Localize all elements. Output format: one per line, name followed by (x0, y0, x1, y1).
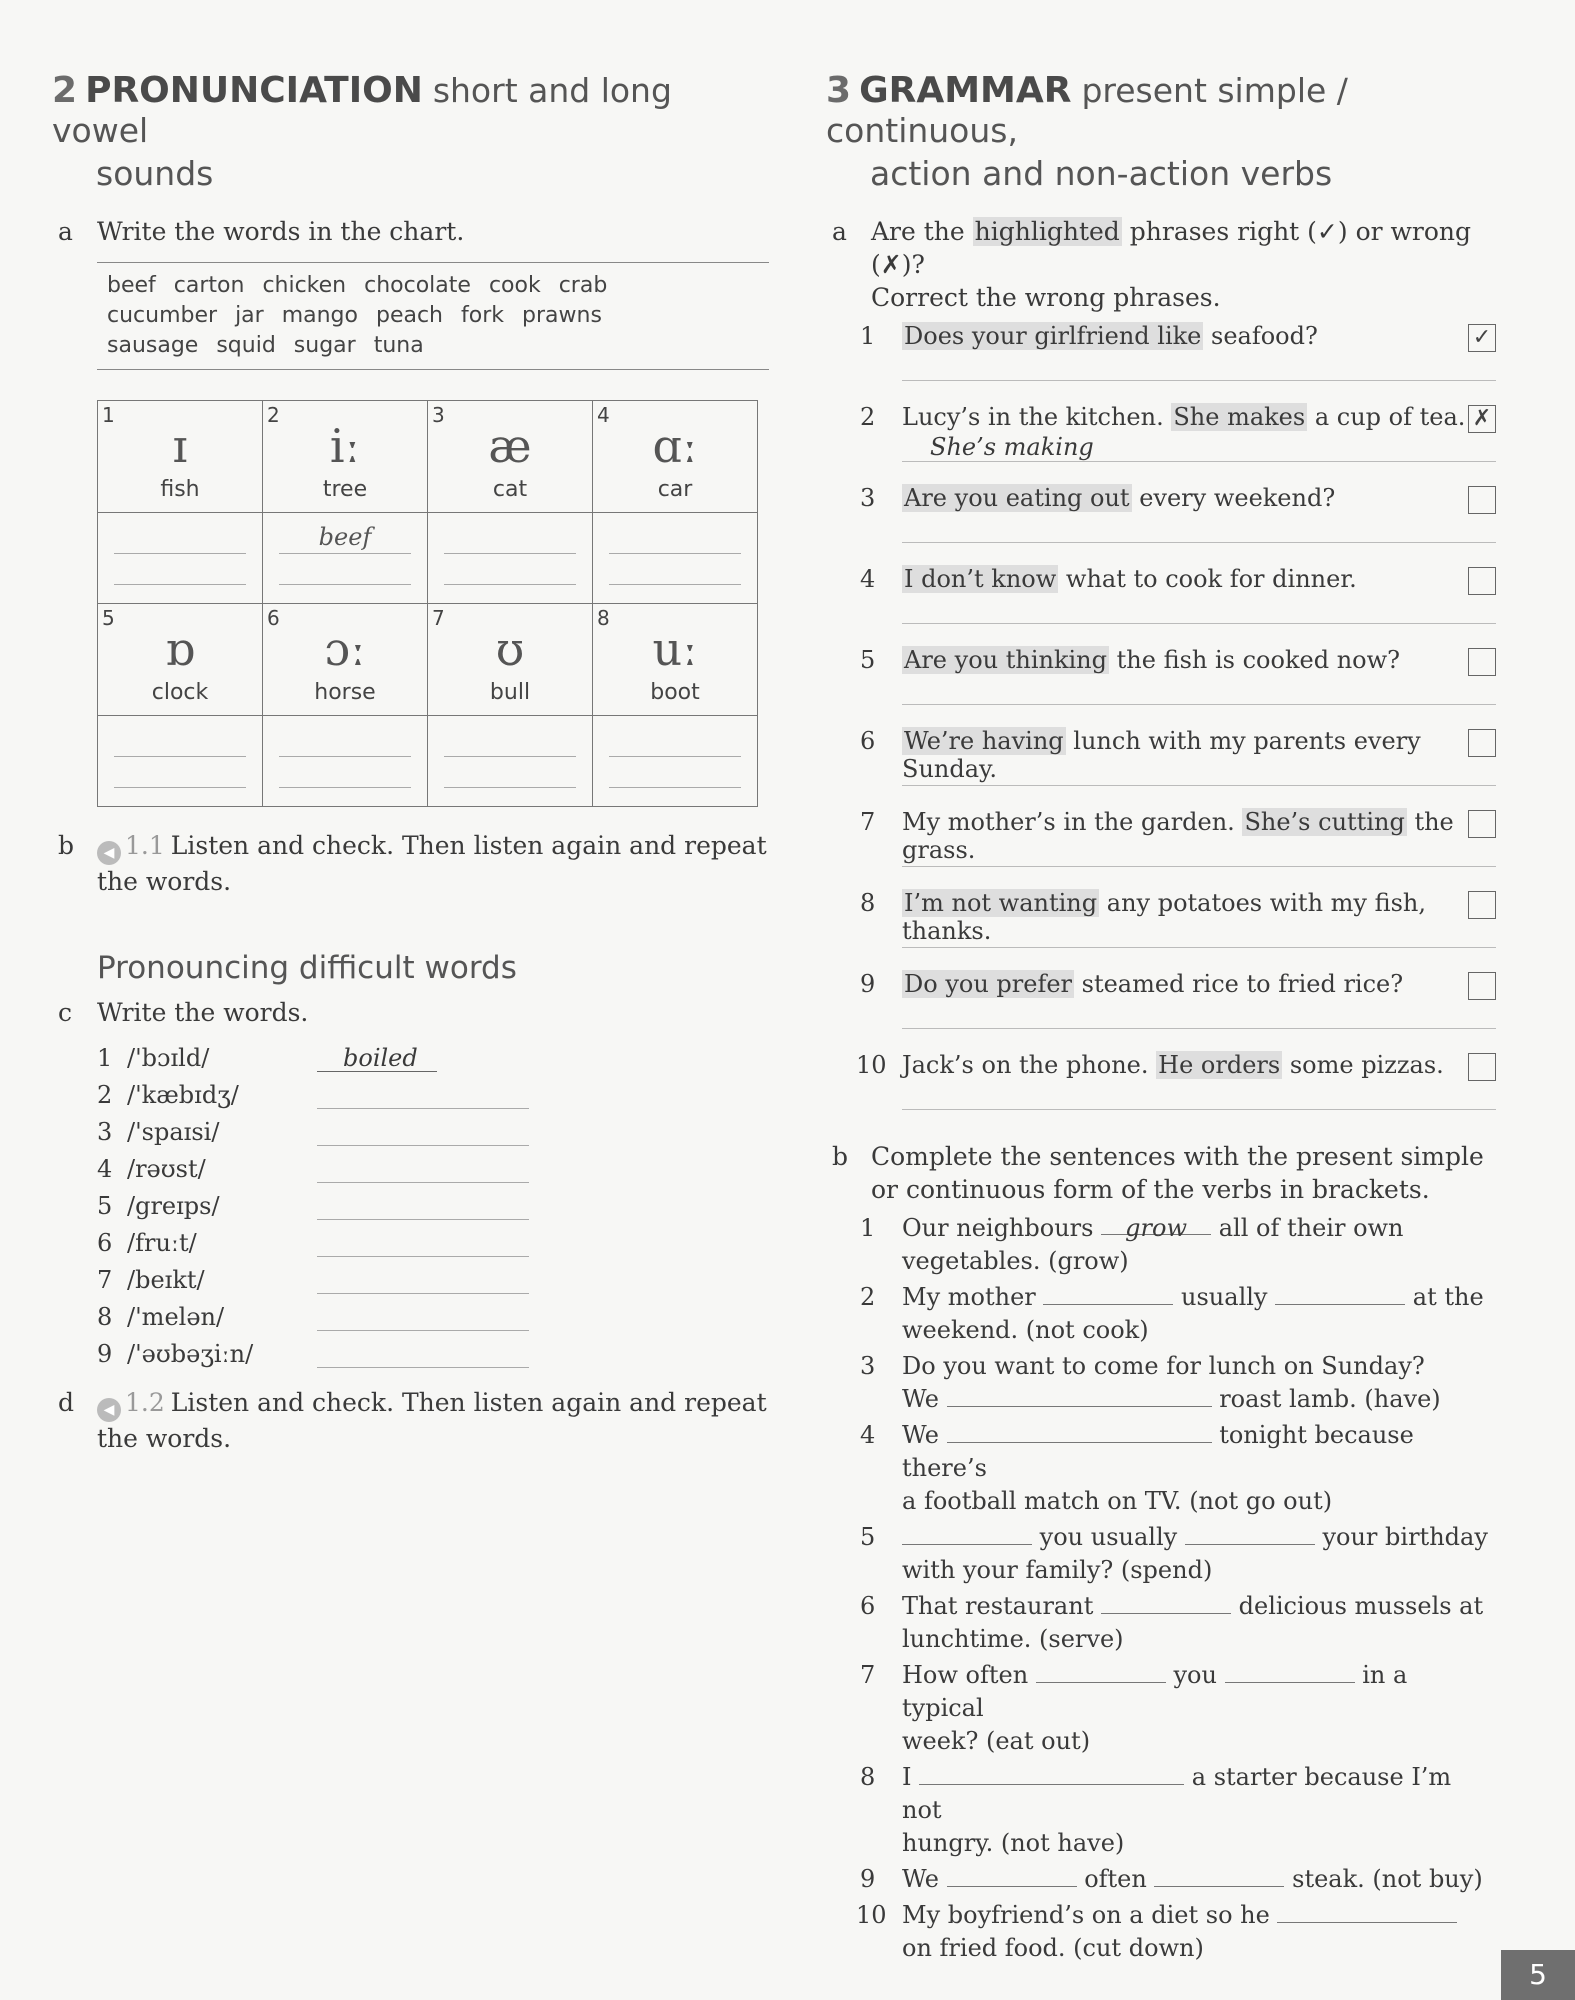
exercise-letter: a (58, 217, 73, 246)
sentence-text: tonight because there’s (902, 1421, 1414, 1482)
correction-line[interactable] (902, 866, 1496, 867)
question-item (826, 484, 1496, 565)
section-2-heading (52, 70, 772, 193)
word: beef (107, 273, 156, 298)
ipa-item (97, 1220, 772, 1257)
question-item (826, 889, 1496, 970)
answer-blank[interactable] (317, 1266, 529, 1294)
sentence-text: My boyfriend’s on a diet so he (902, 1901, 1270, 1929)
cell-number: 6 (267, 606, 280, 630)
sentence-text: I (902, 1763, 912, 1791)
sentence-text: in a typical (902, 1661, 1408, 1722)
ipa-transcription: /'melən/ (127, 1303, 225, 1331)
sentence-text: We (902, 1865, 939, 1893)
answer-blank[interactable] (1101, 1591, 1231, 1614)
word: chocolate (364, 273, 471, 298)
answer-line[interactable] (609, 726, 741, 757)
item-number: 5 (860, 646, 876, 674)
sentence-text: you usually (1039, 1523, 1178, 1551)
sentence-completion-list (826, 1212, 1496, 1965)
answer-line[interactable] (114, 523, 246, 554)
answer-blank[interactable] (947, 1420, 1212, 1443)
instruction-part: or continuous form of the verbs in brackets. (871, 1175, 1430, 1204)
sentence-text: steak. (not buy) (1292, 1865, 1483, 1893)
item-number: 1 (860, 322, 876, 350)
page-number: 5 (1501, 1950, 1575, 2000)
check-box[interactable]: ✗ (1468, 405, 1496, 433)
answer-blank[interactable] (1277, 1900, 1457, 1923)
word: prawns (522, 303, 602, 328)
word: chicken (262, 273, 347, 298)
word: crab (558, 273, 608, 298)
highlighted-phrase: I’m not wanting (904, 889, 1098, 917)
right-wrong-list (826, 322, 1496, 1132)
answer-blank[interactable] (1275, 1282, 1405, 1305)
answer-line[interactable] (444, 523, 576, 554)
item-number: 6 (860, 727, 876, 755)
highlighted-phrase: Are you thinking (904, 646, 1108, 674)
word: mango (281, 303, 358, 328)
item-number: 8 (97, 1303, 113, 1331)
answer-cell (98, 513, 263, 604)
sentence-text: lunchtime. (serve) (902, 1625, 1124, 1653)
check-box[interactable] (1468, 810, 1496, 838)
phoneme-symbol: uː (652, 622, 698, 676)
item-number: 7 (860, 1661, 876, 1689)
sentence-item (826, 1761, 1496, 1860)
answer-line[interactable] (609, 757, 741, 788)
ipa-item (97, 1183, 772, 1220)
sentence-text: weekend. (not cook) (902, 1316, 1149, 1344)
answer-blank[interactable]: grow (1101, 1212, 1211, 1235)
answer-cell (263, 716, 428, 807)
answer-line[interactable] (114, 726, 246, 757)
answer-blank[interactable] (919, 1762, 1184, 1785)
sentence-text: at the (1412, 1283, 1484, 1311)
question-item (826, 565, 1496, 646)
sound-word: horse (314, 680, 376, 705)
chart-cell-bull (428, 604, 593, 716)
instruction-part: Are the (871, 217, 965, 246)
correction-line[interactable] (902, 461, 1496, 462)
item-number: 3 (97, 1118, 113, 1146)
section-title: PRONUNCIATION (85, 70, 423, 111)
question-text: what to cook for dinner. (1058, 565, 1357, 593)
word: squid (216, 333, 276, 358)
ipa-transcription: /rəʊst/ (127, 1155, 206, 1183)
exercise-letter: b (832, 1142, 849, 1171)
sound-word: bull (489, 680, 531, 705)
item-number: 1 (860, 1214, 876, 1242)
word: peach (375, 303, 444, 328)
answer-cell (593, 513, 758, 604)
item-number: 4 (860, 565, 876, 593)
item-number: 3 (860, 484, 876, 512)
ipa-transcription: /'kæbɪdʒ/ (127, 1081, 239, 1109)
item-number: 4 (860, 1421, 876, 1449)
exercise-instruction: Listen and check. Then listen again and repeat (170, 831, 767, 860)
highlighted-phrase: Do you prefer (904, 970, 1073, 998)
sound-word: tree (322, 477, 368, 502)
word: sausage (107, 333, 199, 358)
sentence-text: delicious mussels at (1238, 1592, 1484, 1620)
answer-blank[interactable] (317, 1155, 529, 1183)
ipa-transcription: /'bɔɪld/ (127, 1044, 210, 1072)
audio-icon[interactable]: ◀ (97, 841, 121, 865)
item-number: 10 (856, 1901, 887, 1929)
phoneme-symbol: ɔː (324, 622, 366, 676)
chart-symbol-row (98, 604, 758, 716)
word-box (97, 262, 769, 370)
question-text: some pizzas. (1282, 1051, 1444, 1079)
correction-line[interactable] (902, 785, 1496, 786)
highlighted-phrase: He orders (1158, 1051, 1281, 1079)
exercise-instruction-cont: the words. (97, 1424, 232, 1453)
item-number: 6 (860, 1592, 876, 1620)
chart-cell-tree (263, 401, 428, 513)
ipa-item (97, 1146, 772, 1183)
sentence-text: That restaurant (902, 1592, 1094, 1620)
correction-line[interactable] (902, 1028, 1496, 1029)
answer-blank[interactable] (317, 1303, 529, 1331)
answer-blank[interactable] (1185, 1522, 1315, 1545)
sentence-item (826, 1212, 1496, 1278)
correction-line[interactable] (902, 704, 1496, 705)
answer-cell (98, 716, 263, 807)
chart-cell-boot (593, 604, 758, 716)
word: cucumber (107, 303, 218, 328)
sentence-item (826, 1863, 1496, 1896)
sentence-text: We (902, 1421, 939, 1449)
sentence-text: vegetables. (grow) (902, 1247, 1129, 1275)
chart-answer-row (98, 716, 758, 807)
question-text: steamed rice to fried rice? (1074, 970, 1404, 998)
correction-line[interactable] (902, 623, 1496, 624)
highlighted-phrase: She makes (1173, 403, 1306, 431)
question-item (826, 808, 1496, 889)
check-box[interactable] (1468, 567, 1496, 595)
exercise-2c (52, 996, 772, 1029)
answer-cell (428, 716, 593, 807)
sound-word: clock (151, 680, 209, 705)
answer-line[interactable] (609, 523, 741, 554)
sound-word: cat (492, 477, 528, 502)
cell-number: 8 (597, 606, 610, 630)
sentence-text: usually (1181, 1283, 1268, 1311)
correction-line[interactable] (902, 947, 1496, 948)
chart-symbol-row (98, 401, 758, 513)
sentence-text: all of their own (1218, 1214, 1404, 1242)
pronunciation-section (52, 70, 772, 1455)
sentence-text: a starter because I’m not (902, 1763, 1452, 1824)
question-item (826, 970, 1496, 1051)
check-box[interactable]: ✓ (1468, 324, 1496, 352)
exercise-2d (52, 1386, 772, 1455)
sound-word: boot (650, 680, 700, 705)
section-title: GRAMMAR (859, 70, 1072, 111)
correction-line[interactable] (902, 380, 1496, 381)
instruction-part: Correct the wrong phrases. (871, 283, 1221, 312)
cell-number: 4 (597, 403, 610, 427)
section-number: 2 (52, 70, 78, 111)
check-box[interactable] (1468, 486, 1496, 514)
sentence-text: with your family? (spend) (902, 1556, 1213, 1584)
sentence-text: My mother (902, 1283, 1036, 1311)
check-box[interactable] (1468, 1053, 1496, 1081)
highlighted-phrase: She’s cutting (1244, 808, 1405, 836)
answer-blank[interactable] (1225, 1660, 1355, 1683)
difficult-words-heading: Pronouncing difficult words (97, 950, 517, 986)
section-subtitle: present simple / continuous, (826, 71, 1348, 150)
word: sugar (293, 333, 356, 358)
section-number: 3 (826, 70, 852, 111)
item-number: 2 (860, 1283, 876, 1311)
exercise-3b (826, 1140, 1496, 1206)
exercise-letter: a (832, 217, 847, 246)
answer-line[interactable] (444, 726, 576, 757)
item-number: 9 (860, 1865, 876, 1893)
sentence-text: Do you want to come for lunch on Sunday? (902, 1352, 1425, 1380)
question-item (826, 322, 1496, 403)
sentence-item (826, 1419, 1496, 1518)
ipa-item (97, 1072, 772, 1109)
sound-word: car (657, 477, 693, 502)
item-number: 5 (860, 1523, 876, 1551)
exercise-instruction: Listen and check. Then listen again and repeat (170, 1388, 767, 1417)
question-text: a cup of tea. (1307, 403, 1466, 431)
answer-blank[interactable] (1036, 1660, 1166, 1683)
sentence-text: Our neighbours (902, 1214, 1094, 1242)
answer-line[interactable] (279, 726, 411, 757)
exercise-letter: d (58, 1388, 75, 1417)
question-text: the fish is cooked now? (1109, 646, 1401, 674)
item-number: 3 (860, 1352, 876, 1380)
sound-word: fish (160, 477, 200, 502)
item-number: 8 (860, 889, 876, 917)
sentence-item (826, 1521, 1496, 1587)
answer-line[interactable] (114, 554, 246, 585)
answer-line[interactable] (609, 554, 741, 585)
sentence-item (826, 1659, 1496, 1758)
vowel-sound-chart (97, 400, 758, 807)
question-text: the grass. (902, 808, 1454, 864)
question-text: Lucy’s in the kitchen. (902, 403, 1172, 431)
phoneme-symbol: ʊ (495, 622, 525, 676)
answer-cell (263, 513, 428, 604)
sentence-text: often (1084, 1865, 1147, 1893)
audio-icon[interactable]: ◀ (97, 1398, 121, 1422)
sentence-item (826, 1899, 1496, 1965)
chart-cell-horse (263, 604, 428, 716)
answer-blank[interactable] (317, 1340, 529, 1368)
cell-number: 1 (102, 403, 115, 427)
ipa-transcription: /'spaɪsi/ (127, 1118, 220, 1146)
highlighted-phrase: I don’t know (904, 565, 1057, 593)
exercise-letter: c (58, 998, 73, 1027)
ipa-item (97, 1035, 772, 1072)
question-text: My mother’s in the garden. (902, 808, 1243, 836)
exercise-instruction: Write the words. (97, 998, 309, 1027)
check-box[interactable] (1468, 729, 1496, 757)
chart-cell-cat (428, 401, 593, 513)
sentence-item (826, 1590, 1496, 1656)
sentence-text: week? (eat out) (902, 1727, 1091, 1755)
section-subtitle-cont: action and non-action verbs (870, 154, 1333, 193)
answer-line[interactable]: beef (279, 523, 411, 554)
section-subtitle-cont: sounds (96, 154, 214, 193)
chart-cell-car (593, 401, 758, 513)
answer-blank[interactable] (317, 1192, 529, 1220)
phoneme-symbol: ɪ (172, 419, 188, 473)
item-number: 2 (97, 1081, 113, 1109)
question-text: every weekend? (1131, 484, 1336, 512)
answer-blank[interactable] (1154, 1864, 1284, 1887)
exercise-3a (826, 215, 1496, 314)
item-number: 5 (97, 1192, 113, 1220)
question-text: any potatoes with my fish, thanks. (902, 889, 1427, 945)
answer-line[interactable] (114, 757, 246, 788)
cell-number: 7 (432, 606, 445, 630)
answer-line[interactable] (444, 554, 576, 585)
phoneme-symbol: ɑː (652, 419, 698, 473)
answer-cell (428, 513, 593, 604)
ipa-transcription: /fruːt/ (127, 1229, 197, 1257)
exercise-2b (52, 829, 772, 898)
answer-blank[interactable]: boiled (317, 1044, 437, 1072)
section-subtitle: short and long vowel (52, 71, 672, 150)
ipa-transcription: /greɪps/ (127, 1192, 220, 1220)
item-number: 6 (97, 1229, 113, 1257)
highlighted-phrase: Are you eating out (904, 484, 1130, 512)
answer-line[interactable] (444, 757, 576, 788)
exercise-instruction-cont: the words. (97, 867, 232, 896)
answer-line[interactable] (279, 757, 411, 788)
audio-track: 1.2 (125, 1388, 165, 1417)
grammar-section (826, 70, 1496, 1968)
answer-blank[interactable] (317, 1118, 529, 1146)
phoneme-symbol: æ (488, 419, 532, 473)
word: cook (488, 273, 541, 298)
check-box[interactable] (1468, 891, 1496, 919)
instruction-part: phrases right (✓) or wrong (✗)? (871, 217, 1472, 279)
question-text: Jack’s on the phone. (902, 1051, 1157, 1079)
sentence-text: roast lamb. (have) (1219, 1385, 1441, 1413)
chart-cell-clock (98, 604, 263, 716)
answer-blank[interactable] (947, 1384, 1212, 1407)
answer-cell (593, 716, 758, 807)
word: carton (173, 273, 245, 298)
item-number: 7 (860, 808, 876, 836)
answer-blank[interactable] (317, 1081, 529, 1109)
correction-answer: She’s making (930, 433, 1094, 461)
sentence-text: hungry. (not have) (902, 1829, 1125, 1857)
ipa-transcription: /beɪkt/ (127, 1266, 205, 1294)
cell-number: 5 (102, 606, 115, 630)
sentence-item (826, 1350, 1496, 1416)
sentence-text: on fried food. (cut down) (902, 1934, 1204, 1962)
sentence-text: We (902, 1385, 939, 1413)
check-box[interactable] (1468, 648, 1496, 676)
ipa-item (97, 1331, 772, 1368)
sentence-item (826, 1281, 1496, 1347)
item-number: 7 (97, 1266, 113, 1294)
phoneme-symbol: ɒ (165, 622, 195, 676)
item-number: 9 (860, 970, 876, 998)
highlighted-phrase: Does your girlfriend like (904, 322, 1202, 350)
item-number: 2 (860, 403, 876, 431)
item-number: 1 (97, 1044, 113, 1072)
highlighted-word: highlighted (974, 217, 1120, 246)
ipa-item (97, 1109, 772, 1146)
ipa-transcription: /'əʊbəʒiːn/ (127, 1340, 254, 1368)
correction-line[interactable] (902, 1109, 1496, 1110)
word: jar (235, 303, 264, 328)
chart-cell-fish (98, 401, 263, 513)
word: fork (461, 303, 505, 328)
phoneme-symbol: iː (329, 419, 361, 473)
section-3-heading (826, 70, 1496, 193)
answer-blank[interactable] (902, 1522, 1032, 1545)
sentence-text: you (1173, 1661, 1217, 1689)
answer-line[interactable] (279, 554, 411, 585)
ipa-item (97, 1294, 772, 1331)
answer-blank[interactable] (947, 1864, 1077, 1887)
sentence-text: How often (902, 1661, 1029, 1689)
exercise-instruction: Write the words in the chart. (97, 217, 465, 246)
sentence-text: a football match on TV. (not go out) (902, 1487, 1333, 1515)
check-box[interactable] (1468, 972, 1496, 1000)
question-item (826, 403, 1496, 484)
question-item (826, 1051, 1496, 1132)
item-number: 9 (97, 1340, 113, 1368)
audio-track: 1.1 (125, 831, 165, 860)
item-number: 8 (860, 1763, 876, 1791)
answer-blank[interactable] (317, 1229, 529, 1257)
ipa-word-list (97, 1035, 772, 1368)
question-item (826, 727, 1496, 808)
item-number: 10 (856, 1051, 887, 1079)
question-text: lunch with my parents every Sunday. (902, 727, 1421, 783)
item-number: 4 (97, 1155, 113, 1183)
question-item (826, 646, 1496, 727)
cell-number: 2 (267, 403, 280, 427)
highlighted-phrase: We’re having (904, 727, 1064, 755)
question-text: seafood? (1203, 322, 1318, 350)
chart-answer-row (98, 513, 758, 604)
cell-number: 3 (432, 403, 445, 427)
sentence-text: your birthday (1322, 1523, 1488, 1551)
instruction-part: Complete the sentences with the present simple (871, 1142, 1484, 1171)
ipa-item (97, 1257, 772, 1294)
exercise-2a (52, 215, 772, 248)
exercise-letter: b (58, 831, 75, 860)
correction-line[interactable] (902, 542, 1496, 543)
word: tuna (373, 333, 424, 358)
answer-blank[interactable] (1043, 1282, 1173, 1305)
